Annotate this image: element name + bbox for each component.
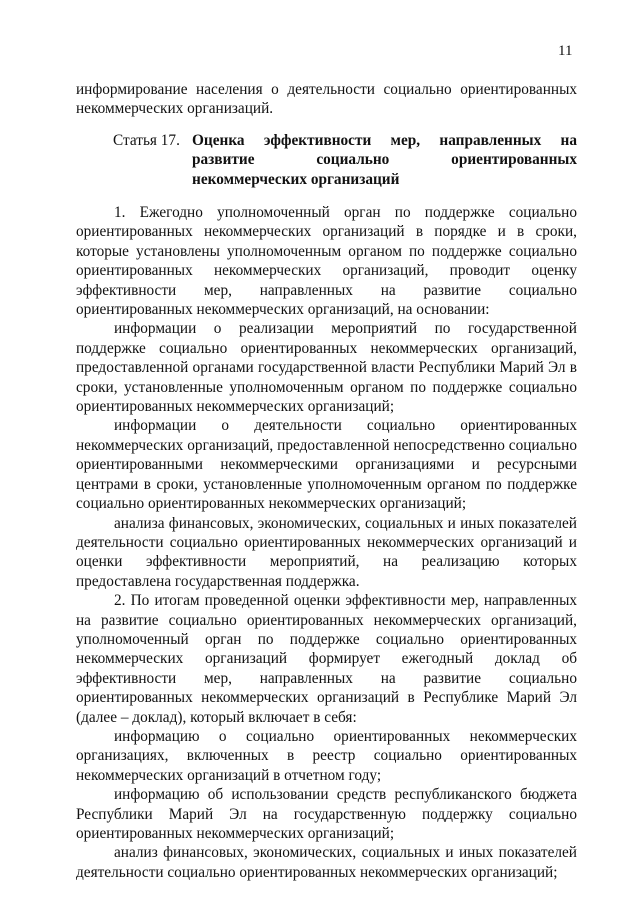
article-label: Статья 17. xyxy=(113,132,180,149)
page-number: 11 xyxy=(558,43,573,59)
paragraph: анализа финансовых, экономических, социальных и иных показателей деятельности социально ориентированных некоммерческих организаций и оценки эффективности мероприятий, на реализацию которых предоставлена государственная поддержка. xyxy=(76,514,577,590)
intro-block xyxy=(76,80,577,119)
article-title: Оценка эффективности мер, направленных на развитие социально ориентированных некоммерческих организаций xyxy=(192,132,577,188)
paragraph: 1. Ежегодно уполномоченный орган по поддержке социально ориентированных некоммерческих организаций в порядке и в сроки, которые установлены уполномоченным органом по поддержке социально ориентированных некоммерческих организаций, проводит оценку эффективности мер, направленных на развитие социально ориентированных некоммерческих организаций, на основании: xyxy=(76,204,577,319)
paragraph: информации о деятельности социально ориентированных некоммерческих организаций, предоставленной непосредственно социально ориентированными некоммерческими организациями и ресурсными центрами в сроки, установленные уполномоченным органом по поддержке социально ориентированных некоммерческих организаций; xyxy=(76,417,577,513)
intro-paragraph: информирование населения о деятельности социально ориентированных некоммерческих организаций. xyxy=(76,81,577,118)
paragraph: информации о реализации мероприятий по государственной поддержке социально ориентированных некоммерческих организаций, предоставленной органами государственной власти Республики Марий Эл в сроки, установленные уполномоченным органом по поддержке социально ориентированных некоммерческих организаций; xyxy=(76,320,577,416)
paragraph: информацию об использовании средств республиканского бюджета Республики Марий Эл на государственную поддержку социально ориентированных некоммерческих организаций; xyxy=(76,786,577,842)
paragraph: анализ финансовых, экономических, социальных и иных показателей деятельности социально ориентированных некоммерческих организаций; xyxy=(76,844,577,881)
article-body xyxy=(76,203,577,882)
paragraph: информацию о социально ориентированных некоммерческих организациях, включенных в реестр социально ориентированных некоммерческих организаций в отчетном году; xyxy=(76,727,577,784)
paragraph: 2. По итогам проведенной оценки эффективности мер, направленных на развитие социально ориентированных некоммерческих организаций, уполномоченный орган по поддержке социально ориентированных некоммерческих организаций формирует ежегодный доклад об эффективности мер, направленных на развитие социально ориентированных некоммерческих организаций в Республике Марий Эл (далее – доклад), который включает в себя: xyxy=(76,592,577,726)
